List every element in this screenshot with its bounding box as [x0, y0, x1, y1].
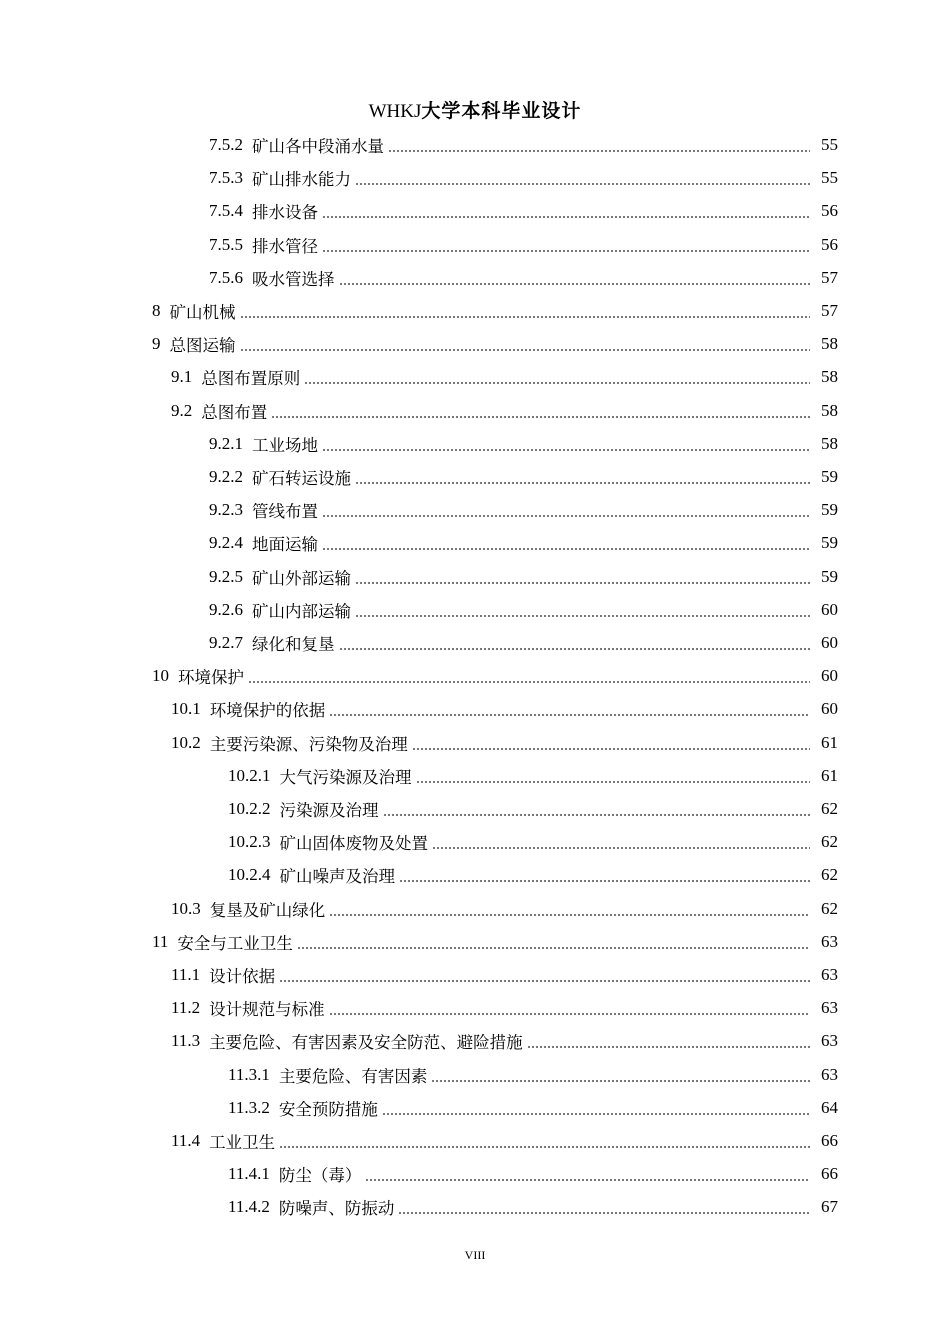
- toc-entry-title: 矿山各中段涌水量: [252, 136, 384, 156]
- toc-entry-number: 11.4.1: [228, 1163, 270, 1183]
- toc-dot-leader: [271, 415, 810, 419]
- toc-entry-page: 58: [821, 333, 838, 353]
- toc-dot-leader: [322, 249, 810, 253]
- toc-entry[interactable]: [171, 394, 838, 427]
- toc-entry-page: 66: [821, 1130, 838, 1150]
- toc-entry-title: 主要污染源、污染物及治理: [209, 734, 408, 754]
- toc-dot-leader: [431, 1079, 810, 1083]
- toc-entry-number: 9.2.2: [209, 466, 243, 486]
- toc-entry-page: 63: [821, 997, 838, 1017]
- toc-entry-title: 矿石转运设施: [252, 468, 351, 488]
- toc-entry-number: 9.2.1: [209, 433, 243, 453]
- toc-entry[interactable]: [209, 261, 838, 294]
- toc-dot-leader: [304, 381, 810, 385]
- toc-entry-page: 63: [821, 964, 838, 984]
- toc-entry-number: 7.5.6: [209, 267, 243, 287]
- toc-entry-title: 安全预防措施: [278, 1099, 378, 1119]
- toc-entry[interactable]: [209, 427, 838, 460]
- toc-entry[interactable]: [209, 460, 838, 493]
- toc-dot-leader: [355, 481, 810, 485]
- toc-dot-leader: [383, 813, 811, 817]
- toc-entry-number: 11.3.2: [228, 1097, 270, 1117]
- toc-entry-number: 11.4: [171, 1130, 201, 1150]
- toc-entry-title: 总图运输: [169, 335, 236, 355]
- page-number: VIII: [464, 1248, 486, 1262]
- toc-entry[interactable]: [209, 560, 838, 593]
- toc-entry-number: 10.2.4: [228, 864, 271, 884]
- toc-entry-title: 工业卫生: [209, 1132, 276, 1152]
- toc-entry-number: 11: [152, 931, 169, 951]
- toc-entry[interactable]: [171, 726, 838, 759]
- toc-entry[interactable]: [228, 1058, 838, 1091]
- toc-dot-leader: [355, 182, 810, 186]
- toc-entry[interactable]: [228, 1091, 838, 1124]
- toc-entry[interactable]: [171, 692, 838, 725]
- toc-entry-page: 62: [821, 831, 838, 851]
- toc-entry-number: 9.2.3: [209, 499, 243, 519]
- toc-entry-page: 58: [821, 400, 838, 420]
- toc-entry[interactable]: [228, 858, 838, 891]
- toc-dot-leader: [279, 979, 810, 983]
- toc-entry-number: 9.2.4: [209, 532, 243, 552]
- toc-entry[interactable]: [152, 294, 838, 327]
- toc-entry-title: 总图布置: [201, 402, 268, 422]
- toc-dot-leader: [329, 1012, 810, 1016]
- toc-entry-number: 7.5.4: [209, 200, 243, 220]
- toc-entry-number: 10.2: [171, 732, 201, 752]
- toc-entry-page: 66: [821, 1163, 838, 1183]
- toc-entry-page: 67: [821, 1196, 838, 1216]
- toc-entry-page: 59: [821, 466, 838, 486]
- page-header: [0, 96, 950, 123]
- toc-dot-leader: [322, 514, 810, 518]
- toc-entry[interactable]: [171, 991, 838, 1024]
- toc-dot-leader: [398, 1211, 810, 1215]
- toc-entry-page: 62: [821, 798, 838, 818]
- toc-entry-title: 总图布置原则: [201, 368, 301, 388]
- toc-entry-page: 59: [821, 566, 838, 586]
- toc-dot-leader: [339, 282, 811, 286]
- toc-entry-number: 7.5.3: [209, 167, 243, 187]
- toc-entry-number: 10: [152, 665, 169, 685]
- toc-entry-number: 7.5.5: [209, 234, 243, 254]
- toc-entry-number: 11.2: [171, 997, 201, 1017]
- toc-dot-leader: [412, 747, 810, 751]
- toc-entry-number: 9.2.6: [209, 599, 243, 619]
- toc-entry-number: 9: [152, 333, 161, 353]
- toc-dot-leader: [527, 1045, 810, 1049]
- toc-entry-number: 7.5.2: [209, 134, 243, 154]
- toc-entry-title: 环境保护: [178, 667, 244, 687]
- toc-entry-number: 10.3: [171, 898, 201, 918]
- toc-entry[interactable]: [228, 825, 838, 858]
- toc-entry[interactable]: [209, 626, 838, 659]
- toc-entry-page: 62: [821, 898, 838, 918]
- toc-entry[interactable]: [209, 128, 838, 161]
- toc-entry-page: 63: [821, 1030, 838, 1050]
- toc-entry[interactable]: [152, 925, 838, 958]
- toc-entry[interactable]: [152, 327, 838, 360]
- toc-entry-number: 10.2.2: [228, 798, 271, 818]
- toc-dot-leader: [382, 1112, 810, 1116]
- toc-entry[interactable]: [171, 892, 838, 925]
- toc-entry-number: 11.1: [171, 964, 201, 984]
- toc-entry-page: 60: [821, 665, 838, 685]
- toc-entry-title: 污染源及治理: [279, 800, 379, 820]
- toc-entry-page: 60: [821, 599, 838, 619]
- toc-entry-page: 57: [821, 267, 838, 287]
- toc-entry[interactable]: [209, 593, 838, 626]
- toc-entry-title: 复垦及矿山绿化: [209, 900, 326, 920]
- toc-dot-leader: [297, 946, 810, 950]
- toc-entry-title: 管线布置: [252, 501, 318, 521]
- toc-entry-number: 10.2.1: [228, 765, 271, 785]
- toc-entry-title: 排水设备: [252, 202, 318, 222]
- toc-entry[interactable]: [228, 759, 838, 792]
- toc-entry[interactable]: [209, 228, 838, 261]
- toc-dot-leader: [248, 680, 810, 684]
- toc-entry-number: 9.1: [171, 366, 193, 386]
- toc-entry-page: 64: [821, 1097, 838, 1117]
- toc-entry-title: 矿山排水能力: [252, 169, 351, 189]
- toc-entry-title: 安全与工业卫生: [177, 933, 293, 953]
- toc-entry-page: 61: [821, 765, 838, 785]
- toc-entry-title: 防噪声、防振动: [278, 1198, 395, 1218]
- toc-entry[interactable]: [171, 1124, 838, 1157]
- toc-entry-title: 防尘（毒）: [278, 1165, 362, 1185]
- toc-dot-leader: [388, 149, 810, 153]
- toc-entry-page: 56: [821, 234, 838, 254]
- toc-dot-leader: [355, 614, 810, 618]
- toc-dot-leader: [365, 1178, 810, 1182]
- toc-entry[interactable]: [228, 792, 838, 825]
- toc-entry[interactable]: [171, 958, 838, 991]
- toc-entry-title: 大气污染源及治理: [279, 767, 412, 787]
- toc-entry-title: 矿山机械: [169, 302, 236, 322]
- toc-entry-title: 吸水管选择: [252, 269, 335, 289]
- toc-entry-title: 主要危险、有害因素: [278, 1066, 428, 1086]
- toc-entry-title: 环境保护的依据: [209, 700, 326, 720]
- toc-entry-number: 11.3.1: [228, 1064, 270, 1084]
- toc-entry-page: 63: [821, 931, 838, 951]
- toc-entry-number: 8: [152, 300, 161, 320]
- toc-entry-number: 9.2.5: [209, 566, 243, 586]
- toc-entry-page: 55: [821, 167, 838, 187]
- toc-dot-leader: [322, 215, 810, 219]
- toc-entry-page: 55: [821, 134, 838, 154]
- toc-entry-number: 9.2.7: [209, 632, 243, 652]
- toc-dot-leader: [432, 846, 810, 850]
- toc-dot-leader: [329, 913, 810, 917]
- toc-entry[interactable]: [228, 1190, 838, 1223]
- toc-entry[interactable]: [228, 1157, 838, 1190]
- toc-entry[interactable]: [171, 360, 838, 393]
- toc-entry-number: 11.3: [171, 1030, 201, 1050]
- toc-entry-title: 排水管径: [252, 236, 318, 256]
- toc-entry-number: 9.2: [171, 400, 193, 420]
- toc-dot-leader: [322, 547, 810, 551]
- toc-dot-leader: [339, 647, 811, 651]
- toc-entry-page: 59: [821, 499, 838, 519]
- toc-entry-page: 59: [821, 532, 838, 552]
- toc-dot-leader: [322, 448, 810, 452]
- toc-entry-title: 设计规范与标准: [209, 999, 325, 1019]
- toc-entry-title: 设计依据: [209, 966, 276, 986]
- toc-entry[interactable]: [209, 526, 838, 559]
- toc-entry-title: 矿山外部运输: [252, 568, 351, 588]
- toc-entry-page: 63: [821, 1064, 838, 1084]
- toc-entry-page: 56: [821, 200, 838, 220]
- toc-entry-number: 10.2.3: [228, 831, 271, 851]
- toc-entry-title: 矿山内部运输: [252, 601, 351, 621]
- toc-entry-title: 绿化和复垦: [252, 634, 335, 654]
- toc-dot-leader: [355, 581, 810, 585]
- toc-entry[interactable]: [171, 1024, 838, 1057]
- toc-dot-leader: [329, 713, 810, 717]
- toc-entry-page: 57: [821, 300, 838, 320]
- toc-dot-leader: [399, 879, 810, 883]
- toc-entry-page: 60: [821, 632, 838, 652]
- toc-entry-title: 矿山固体废物及处置: [279, 833, 428, 853]
- toc-entry[interactable]: [152, 659, 838, 692]
- toc-dot-leader: [279, 1145, 810, 1149]
- toc-entry-page: 62: [821, 864, 838, 884]
- toc-entry-page: 58: [821, 366, 838, 386]
- toc-entry-title: 地面运输: [252, 534, 318, 554]
- toc-entry-page: 61: [821, 732, 838, 752]
- header-prefix: WHKJ: [368, 101, 422, 122]
- toc-entry[interactable]: [209, 161, 838, 194]
- toc-entry-page: 58: [821, 433, 838, 453]
- toc-entry-number: 10.1: [171, 698, 201, 718]
- toc-entry[interactable]: [209, 194, 838, 227]
- toc-entry[interactable]: [209, 493, 838, 526]
- toc-entry-title: 矿山噪声及治理: [279, 866, 395, 886]
- toc-entry-number: 11.4.2: [228, 1196, 270, 1216]
- toc-entry-title: 主要危险、有害因素及安全防范、避险措施: [209, 1032, 523, 1052]
- toc-dot-leader: [240, 315, 811, 319]
- toc-entry-page: 60: [821, 698, 838, 718]
- toc-entry-title: 工业场地: [252, 435, 318, 455]
- toc-dot-leader: [240, 348, 811, 352]
- header-title: 大学本科毕业设计: [421, 100, 582, 122]
- toc-dot-leader: [416, 780, 811, 784]
